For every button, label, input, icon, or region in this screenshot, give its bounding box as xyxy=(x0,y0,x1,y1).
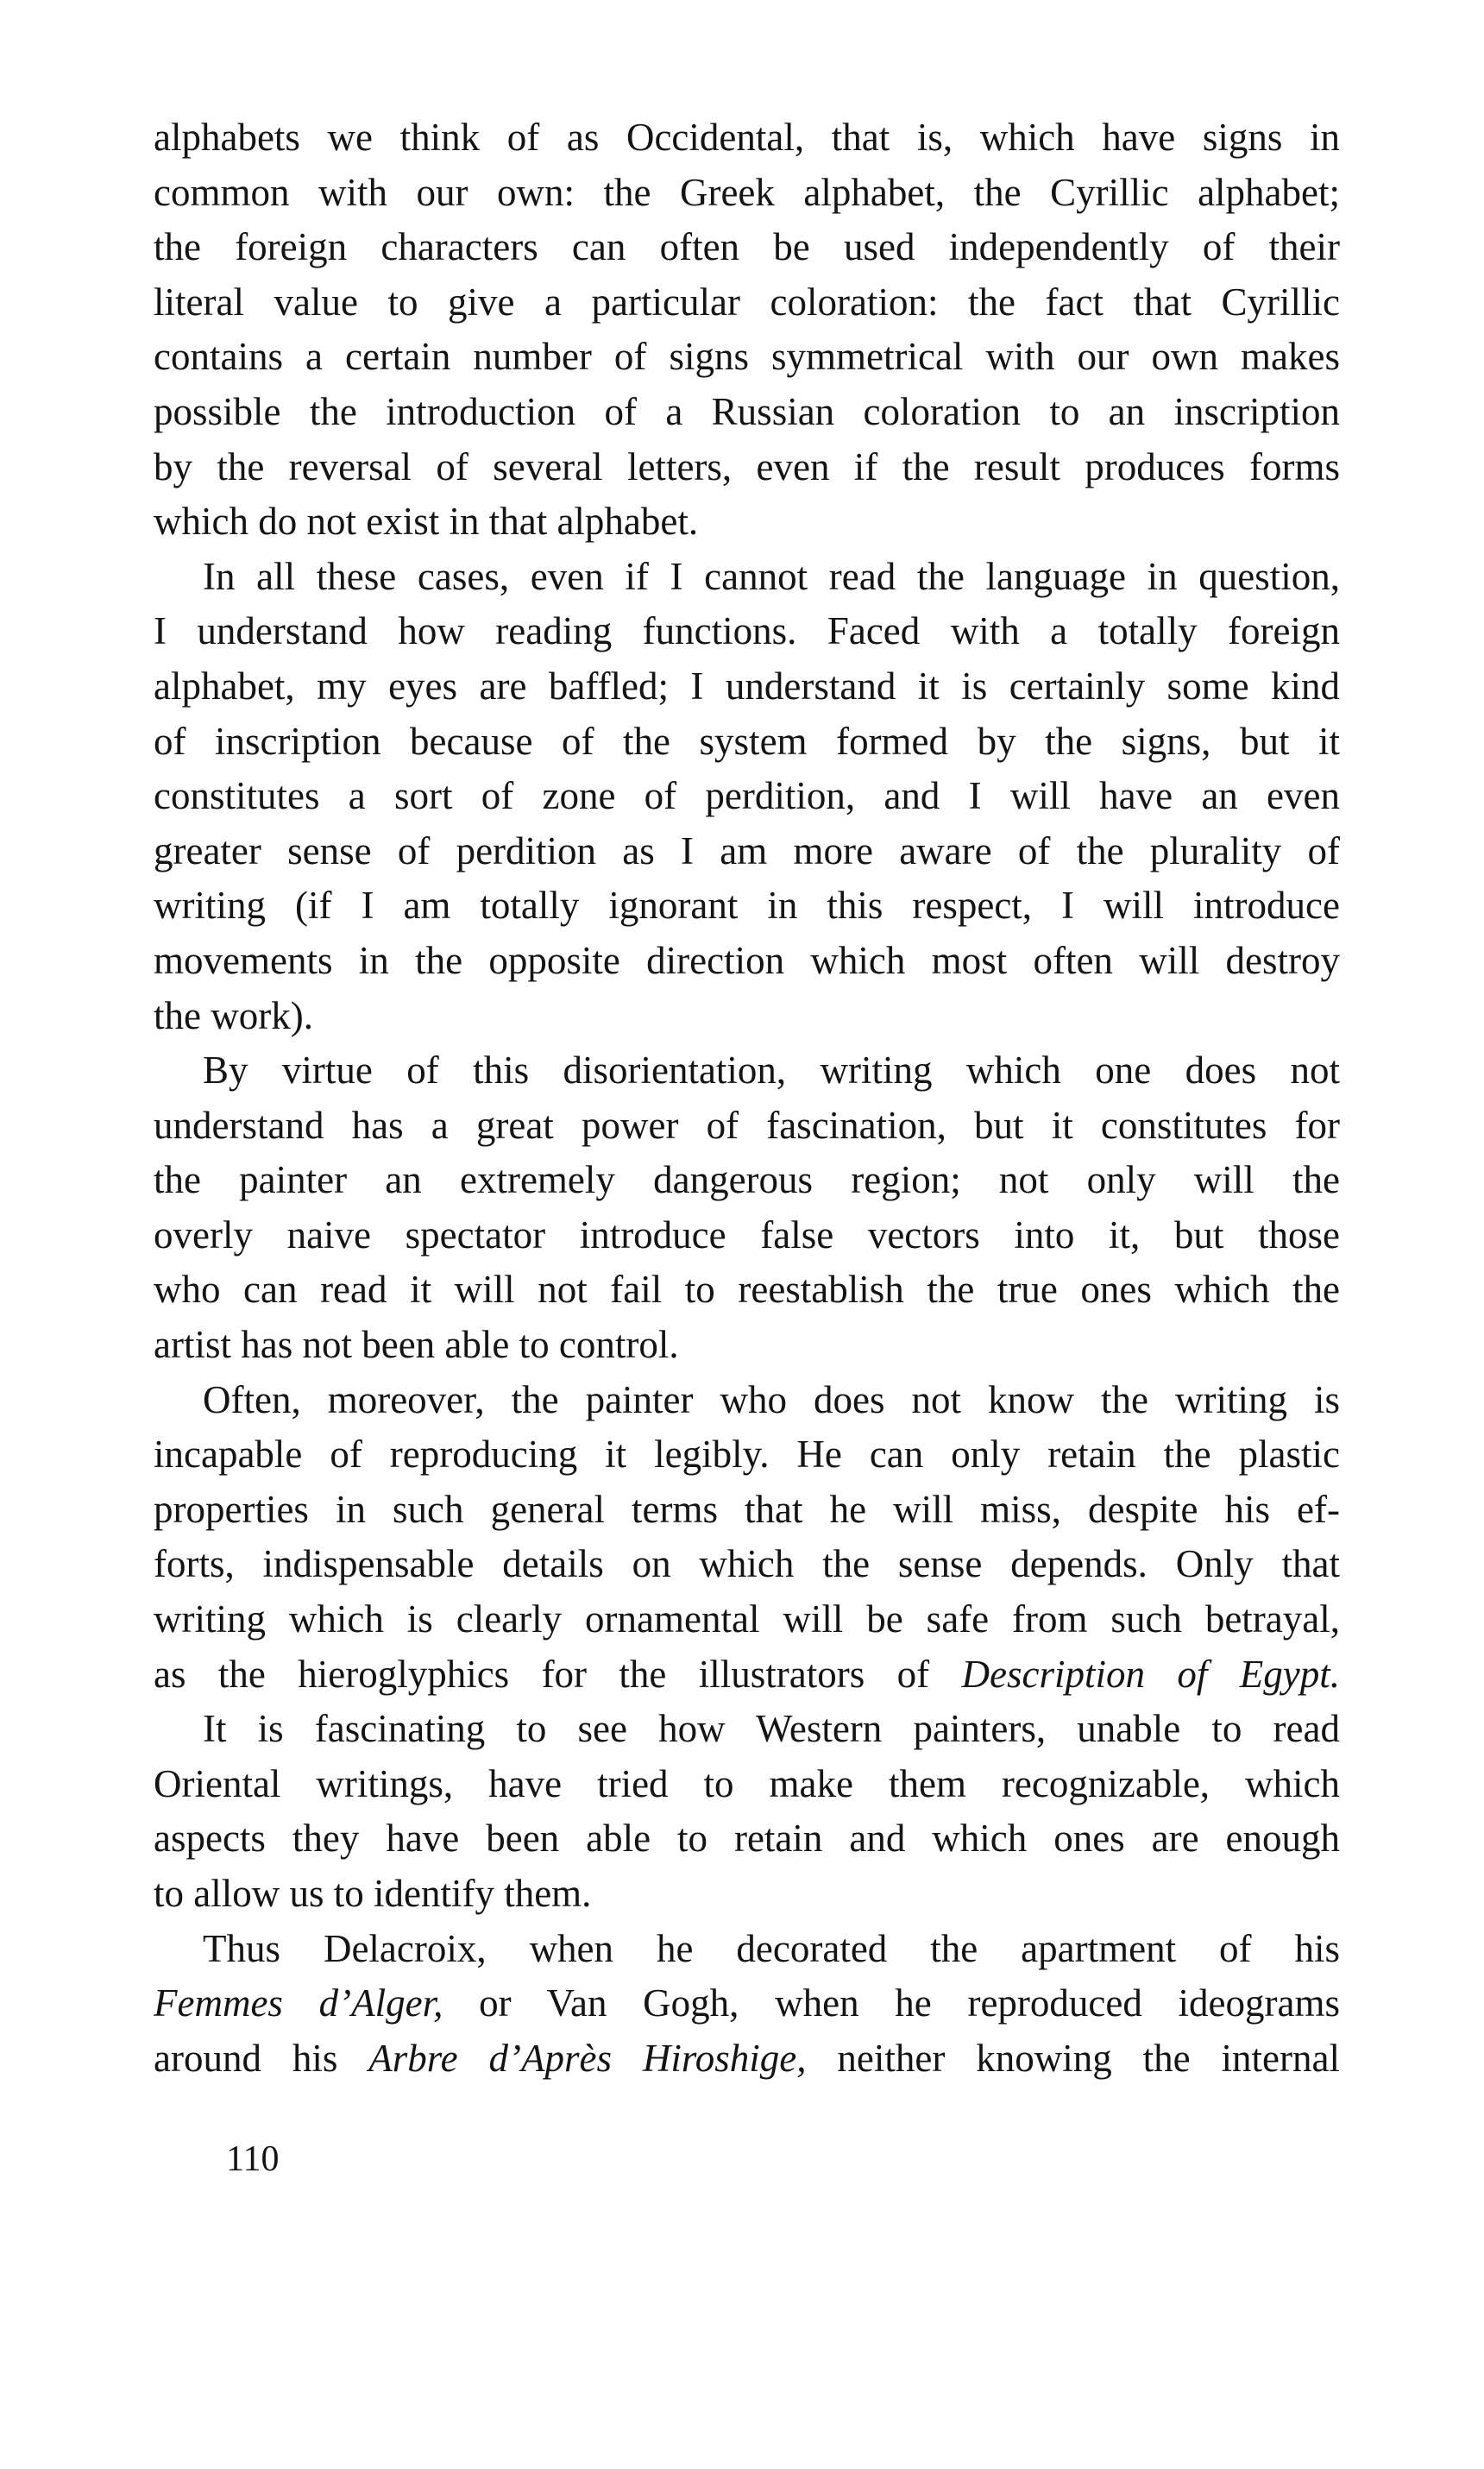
text-segment: around his xyxy=(154,2036,369,2080)
text-line xyxy=(154,715,1340,770)
text-segment: incapable of reproducing it legibly. He can only retain the plastic xyxy=(154,1433,1340,1477)
text-segment: Often, moreover, the painter who does not know the writing is xyxy=(203,1377,1340,1421)
text-segment: greater sense of perdition as I am more aware of the plurality of xyxy=(154,828,1340,872)
text-line xyxy=(154,385,1340,440)
text-segment: the work). xyxy=(154,993,313,1037)
text-line xyxy=(154,220,1340,275)
text-line xyxy=(154,1153,1340,1208)
text-line xyxy=(154,494,1340,550)
text-segment: By virtue of this disorientation, writing which one does not xyxy=(203,1049,1340,1093)
text-line xyxy=(154,1208,1340,1263)
text-segment: of inscription because of the system formed by the signs, but it xyxy=(154,719,1340,763)
text-line xyxy=(154,604,1340,659)
text-line xyxy=(154,1537,1340,1592)
italic-title: Arbre d’Après Hiroshige, xyxy=(368,2036,807,2080)
text-segment: constitutes a sort of zone of perdition, and I will have an even xyxy=(154,774,1340,818)
text-segment: I understand how reading functions. Faced with a totally foreign xyxy=(154,609,1340,653)
text-segment: by the reversal of several letters, even if the result produces forms xyxy=(154,444,1340,488)
text-line xyxy=(154,166,1340,221)
text-line xyxy=(154,1647,1340,1703)
text-segment: forts, indispensable details on which the sense depends. Only that xyxy=(154,1542,1340,1586)
text-line xyxy=(154,1483,1340,1538)
text-segment: writing (if I am totally ignorant in this respect, I will introduce xyxy=(154,884,1340,928)
text-segment: alphabets we think of as Occidental, that is, which have signs in xyxy=(154,116,1340,159)
text-line xyxy=(154,1427,1340,1483)
text-line xyxy=(154,330,1340,385)
text-line xyxy=(154,769,1340,824)
text-segment: Thus Delacroix, when he decorated the apartment of his xyxy=(203,1926,1340,1970)
text-segment: understand has a great power of fascination, but it constitutes for xyxy=(154,1103,1340,1147)
text-segment: Oriental writings, have tried to make them recognizable, which xyxy=(154,1761,1340,1805)
text-segment: artist has not been able to control. xyxy=(154,1323,679,1367)
text-segment: alphabet, my eyes are baffled; I understand it is certainly some kind xyxy=(154,664,1340,708)
text-segment: common with our own: the Greek alphabet, the Cyrillic alphabet; xyxy=(154,170,1340,214)
text-segment: contains a certain number of signs symmetrical with our own makes xyxy=(154,335,1340,379)
text-line xyxy=(154,550,1340,605)
text-segment: who can read it will not fail to reestablish the true ones which the xyxy=(154,1268,1340,1312)
text-line xyxy=(154,1922,1340,1977)
italic-title: Description of Egypt. xyxy=(961,1652,1340,1696)
text-segment: properties in such general terms that he will miss, despite his ef- xyxy=(154,1487,1340,1531)
text-segment: aspects they have been able to retain and which ones are enough xyxy=(154,1817,1340,1861)
text-segment: writing which is clearly ornamental will be safe from such betrayal, xyxy=(154,1597,1340,1641)
text-line xyxy=(154,934,1340,989)
text-segment: or Van Gogh, when he reproduced ideograms xyxy=(443,1981,1340,2025)
page-number: 110 xyxy=(226,2139,280,2179)
text-line xyxy=(154,1702,1340,1757)
text-segment: as the hieroglyphics for the illustrators of xyxy=(154,1652,962,1696)
text-line xyxy=(154,110,1340,166)
text-line xyxy=(154,1811,1340,1867)
text-line xyxy=(154,1099,1340,1154)
text-segment: In all these cases, even if I cannot read the language in question, xyxy=(203,554,1340,598)
text-segment: to allow us to identify them. xyxy=(154,1872,592,1915)
text-line xyxy=(154,824,1340,879)
text-line xyxy=(154,1263,1340,1318)
text-segment: movements in the opposite direction which most often will destroy xyxy=(154,938,1340,982)
italic-title: Femmes d’Alger, xyxy=(154,1981,443,2025)
text-line xyxy=(154,1757,1340,1812)
text-segment: literal value to give a particular coloration: the fact that Cyrillic xyxy=(154,280,1340,324)
text-segment: the foreign characters can often be used independently of their xyxy=(154,225,1340,269)
text-line xyxy=(154,879,1340,934)
text-line xyxy=(154,1318,1340,1373)
text-segment: neither knowing the internal xyxy=(806,2036,1340,2080)
text-line xyxy=(154,2031,1340,2087)
text-line xyxy=(154,1867,1340,1922)
text-line xyxy=(154,1976,1340,2031)
body-text xyxy=(154,110,1340,2086)
text-segment: possible the introduction of a Russian coloration to an inscription xyxy=(154,389,1340,433)
text-segment: which do not exist in that alphabet. xyxy=(154,500,699,544)
text-line xyxy=(154,659,1340,715)
text-line xyxy=(154,275,1340,331)
text-segment: It is fascinating to see how Western painters, unable to read xyxy=(203,1707,1340,1751)
text-line xyxy=(154,989,1340,1044)
text-line xyxy=(154,1592,1340,1647)
text-segment: overly naive spectator introduce false vectors into it, but those xyxy=(154,1212,1340,1257)
text-line xyxy=(154,1373,1340,1428)
text-line xyxy=(154,440,1340,495)
text-segment: the painter an extremely dangerous region; not only will the xyxy=(154,1158,1340,1202)
text-line xyxy=(154,1043,1340,1099)
